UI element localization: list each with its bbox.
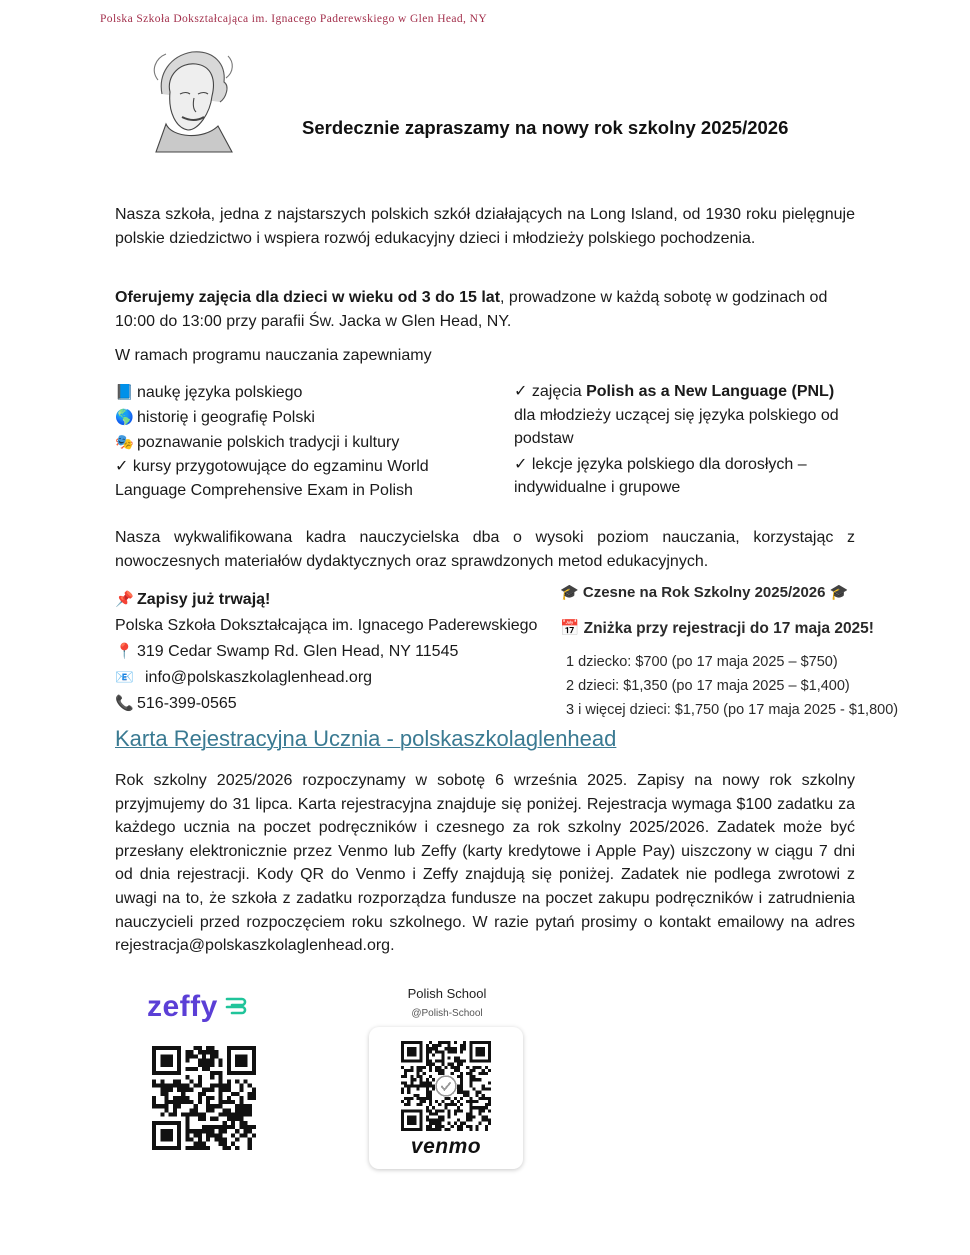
checkmark-icon: ✓ — [514, 383, 528, 400]
phone-text[interactable]: 516-399-0565 — [137, 695, 237, 712]
globe-icon: 🌎 — [115, 409, 134, 426]
list-item — [514, 453, 834, 500]
program-intro: W ramach programu nauczania zapewniamy — [115, 347, 432, 364]
zeffy-wordmark: zeffy — [147, 990, 218, 1023]
phone-icon: 📞 — [115, 695, 134, 712]
venmo-wordmark: venmo — [410, 1135, 482, 1158]
map-pin-icon: 📍 — [115, 643, 134, 660]
intro-paragraph: Nasza szkoła, jedna z najstarszych polskich szkół działających na Long Island, od 1930 roku pielęgnuje polskie dziedzictwo i wspiera rozwój edukacyjny dzieci i młodzieży polskiego pochodzenia. — [115, 206, 855, 247]
list-item-text: kursy przygotowujące do egzaminu World Language Comprehensive Exam in Polish — [115, 458, 429, 499]
school-logo — [100, 13, 488, 182]
registration-heading — [115, 587, 565, 613]
program-list-left — [115, 380, 495, 503]
zeffy-mark-icon — [224, 994, 250, 1018]
theater-masks-icon: 🎭 — [115, 434, 134, 451]
graduation-cap-icon: 🎓 — [829, 584, 849, 601]
address-text: 319 Cedar Swamp Rd. Glen Head, NY 11545 — [137, 643, 459, 660]
list-item-text: zajęcia — [531, 383, 587, 400]
discount-text: Zniżka przy rejestracji do 17 maja 2025! — [583, 620, 874, 637]
portrait-icon — [154, 52, 232, 152]
registration-heading-text: Zapisy już trwają! — [137, 591, 271, 608]
pushpin-icon: 📌 — [115, 591, 134, 608]
list-item — [115, 455, 455, 503]
fee-list — [560, 650, 960, 722]
list-item — [514, 380, 859, 451]
page-title: Serdecznie zapraszamy na nowy rok szkolny 2025/2026 — [302, 117, 789, 138]
list-item-text: historię i geografię Polski — [137, 409, 315, 426]
list-item — [115, 405, 495, 430]
contact-block — [115, 587, 565, 717]
book-icon: 📘 — [115, 384, 134, 401]
list-item-text: lekcje języka polskiego dla dorosłych – indywidualne i grupowe — [514, 455, 807, 496]
phone — [115, 691, 565, 717]
offer-paragraph — [115, 286, 855, 333]
discount-heading — [560, 618, 960, 640]
zeffy-qr-code[interactable] — [152, 1046, 256, 1150]
checkmark-icon: ✓ — [514, 455, 528, 473]
list-item — [115, 430, 495, 455]
fee-row: 3 i więcej dzieci: $1,750 (po 17 maja 2025 - $1,800) — [566, 702, 899, 718]
email-text[interactable]: info@polskaszkolaglenhead.org — [145, 669, 373, 686]
email-icon: 📧 — [115, 669, 134, 686]
fee-row: 1 dziecko: $700 (po 17 maja 2025 – $750) — [566, 654, 838, 670]
offer-bold: Oferujemy zajęcia dla dzieci w wieku od 3 do 15 lat — [115, 289, 501, 306]
checkmark-icon: ✓ — [115, 458, 129, 475]
venmo-account-name: Polish School — [407, 986, 487, 1001]
list-item — [115, 380, 495, 405]
fees-heading — [560, 582, 960, 604]
fee-row: 2 dzieci: $1,350 (po 17 maja 2025 – $1,400) — [566, 678, 850, 694]
list-item-text: poznawanie polskich tradycji i kultury — [137, 434, 400, 451]
program-list-right — [514, 380, 874, 500]
logo-ring-text: Polska Szkoła Dokształcająca im. Ignacego Paderewskiego w Glen Head, NY — [100, 13, 488, 25]
fees-heading-text: Czesne na Rok Szkolny 2025/2026 — [582, 584, 826, 601]
venmo-card[interactable] — [369, 1027, 523, 1169]
staff-paragraph: Nasza wykwalifikowana kadra nauczycielska dba o wysoki poziom nauczania, korzystając z nowoczesnych materiałów dydaktycznych oraz sprawdzonych metod edukacyjnych. — [115, 529, 855, 570]
email — [115, 665, 565, 691]
zeffy-logo — [147, 990, 257, 1030]
list-item-text: dla młodzieży uczącej się języka polskiego od podstaw — [514, 406, 839, 447]
address — [115, 639, 565, 665]
school-name: Polska Szkoła Dokształcająca im. Ignacego Paderewskiego — [115, 617, 538, 634]
registration-form-link[interactable]: Karta Rejestracyjna Ucznia - polskaszkolaglenhead — [115, 726, 617, 751]
list-item-text: naukę języka polskiego — [137, 384, 303, 401]
fees-block — [560, 582, 960, 722]
venmo-qr-code[interactable] — [401, 1041, 491, 1131]
offer-rest: , prowadzone w każdą sobotę w godzinach od 10:00 do 13:00 przy parafii Św. Jacka w Glen Head, NY. — [115, 289, 828, 330]
list-item-bold: Polish as a New Language (PNL) — [586, 383, 835, 400]
calendar-icon: 📅 — [560, 620, 580, 637]
graduation-cap-icon: 🎓 — [560, 584, 579, 601]
venmo-handle: @Polish-School — [411, 1008, 483, 1019]
registration-info-paragraph: Rok szkolny 2025/2026 rozpoczynamy w sobotę 6 września 2025. Zapisy na nowy rok szkolny przyjmujemy do 31 lipca. Karta rejestracyjna znajduje się poniżej. Rejestracja wymaga $100 zadatku za każdego ucznia na poczet podręczników i czesnego za rok szkolny 2025/2026. Zadatek może być przesłany elektronicznie przez Venmo lub Zeffy (karty kredytowe i Apple Pay) uiszczony w ciągu 7 dni od dnia rejestracji. Kody QR do Venmo i Zeffy znajdują się poniżej. Zadatek nie podlega zwrotowi z uwagi na to, że szkoła z zadatku rozporządza fundusze na poczet zakupu podręczników i zatrudnienia nauczycieli przed rozpoczęciem roku szkolnego. W razie pytań prosimy o kontakt emailowy na adres rejestracja@polskaszkolaglenhead.org. — [115, 772, 855, 955]
